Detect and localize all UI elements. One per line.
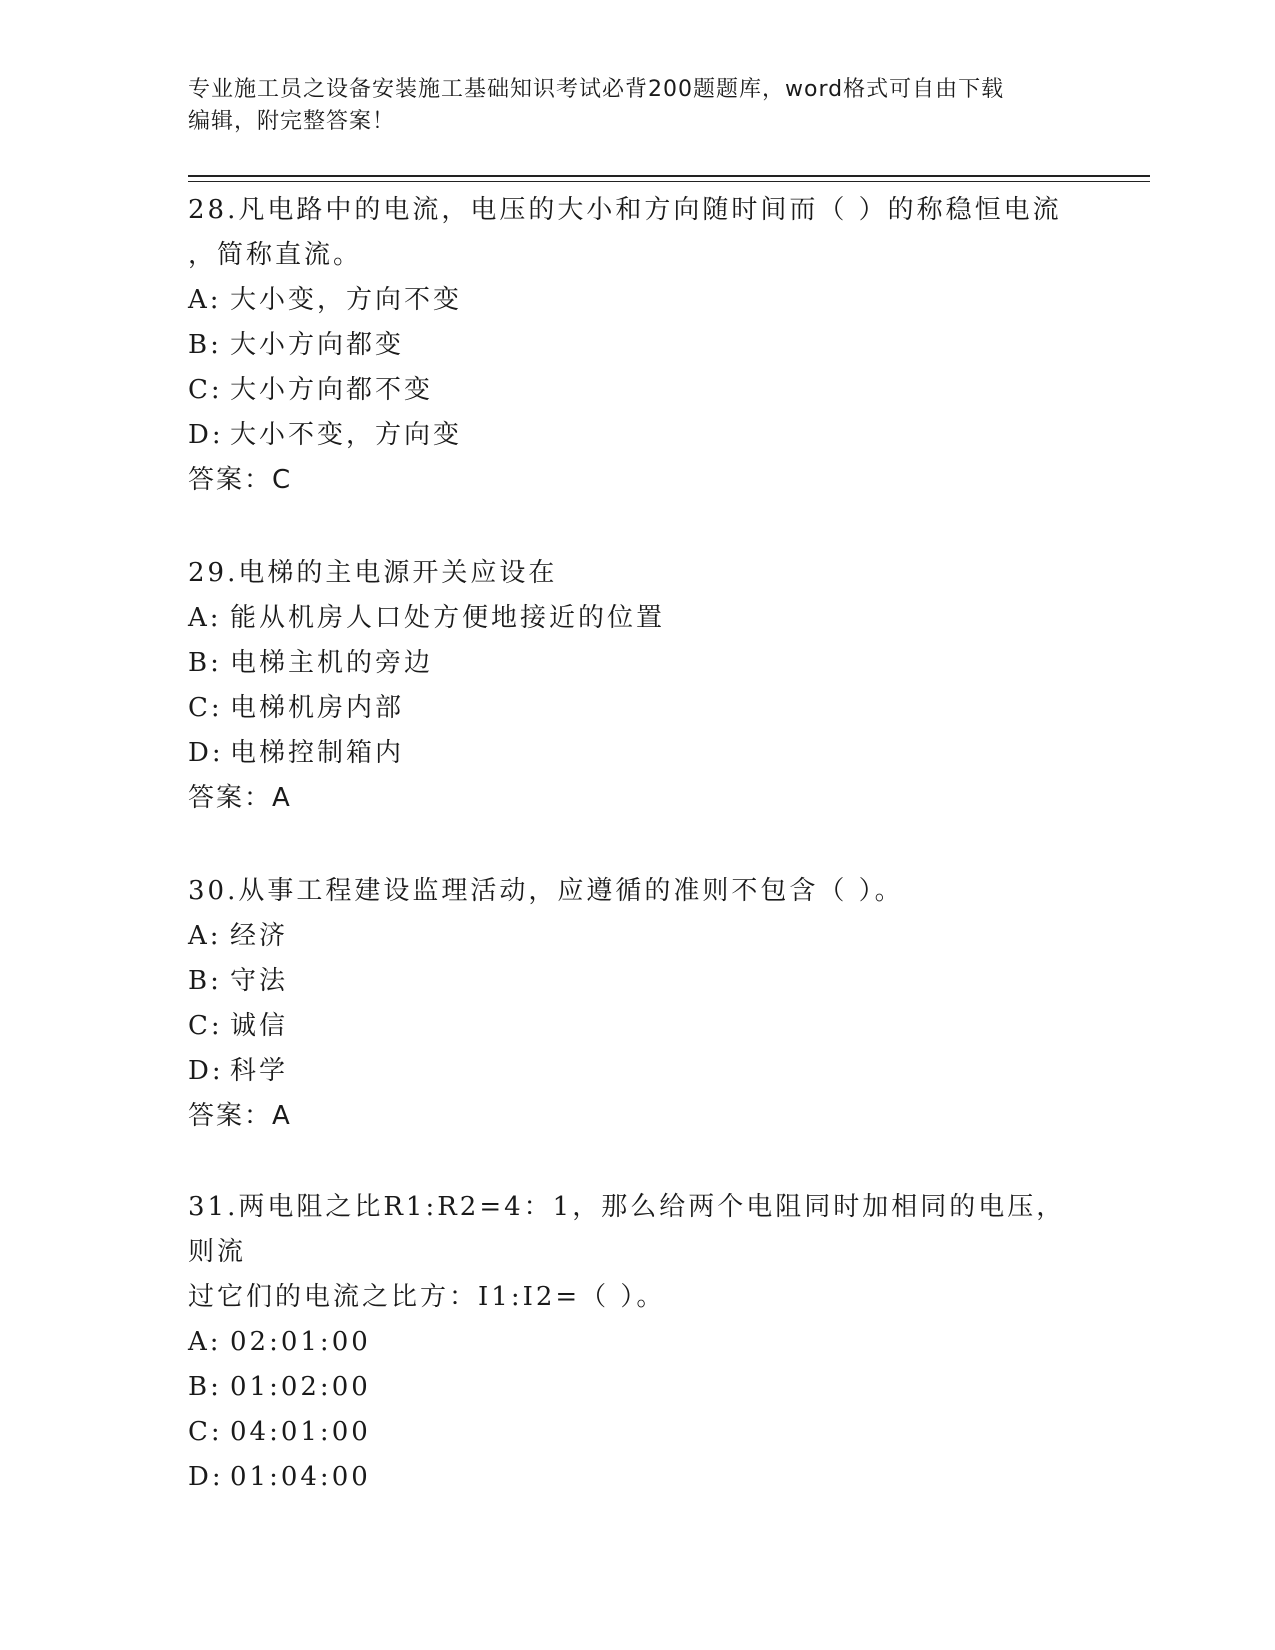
option-text: 守法 <box>230 966 289 996</box>
answer-value: C <box>272 465 293 495</box>
header-title-line-2: 编辑，附完整答案！ <box>188 109 396 134</box>
option-text: 电梯主机的旁边 <box>230 648 434 678</box>
answer-value: A <box>272 1101 292 1131</box>
option-b <box>188 323 1088 368</box>
header-divider-thick <box>188 175 1150 177</box>
option-text: 电梯控制箱内 <box>230 738 405 768</box>
option-text: 电梯机房内部 <box>230 693 405 723</box>
header-divider-thin <box>188 181 1150 182</box>
option-letter: C: <box>188 1417 223 1447</box>
option-letter: B: <box>188 966 222 996</box>
option-letter: A: <box>188 285 222 315</box>
option-a <box>188 1320 1088 1365</box>
document-header <box>188 74 1088 138</box>
option-letter: C: <box>188 1011 223 1041</box>
answer-line <box>188 458 1088 503</box>
option-c <box>188 686 1088 731</box>
answer-line <box>188 776 1088 821</box>
option-text: 01:04:00 <box>230 1462 371 1492</box>
option-letter: A: <box>188 921 222 951</box>
option-text: 能从机房人口处方便地接近的位置 <box>230 603 666 633</box>
option-text: 大小方向都变 <box>230 330 405 360</box>
question-stem-line-1: 30.从事工程建设监理活动，应遵循的准则不包含（ ）。 <box>188 876 904 906</box>
option-text: 04:01:00 <box>230 1417 371 1447</box>
option-text: 大小方向都不变 <box>230 375 434 405</box>
option-letter: D: <box>188 738 224 768</box>
option-letter: B: <box>188 330 222 360</box>
option-a <box>188 278 1088 323</box>
answer-value: A <box>272 783 292 813</box>
option-letter: D: <box>188 1462 224 1492</box>
option-c <box>188 1004 1088 1049</box>
option-a <box>188 914 1088 959</box>
question-stem-line-1: 29.电梯的主电源开关应设在 <box>188 558 558 588</box>
option-letter: C: <box>188 693 223 723</box>
option-d <box>188 731 1088 776</box>
option-text: 诚信 <box>230 1011 289 1041</box>
option-text: 大小不变，方向变 <box>230 420 463 450</box>
option-a <box>188 596 1088 641</box>
option-text: 科学 <box>230 1056 289 1086</box>
option-text: 01:02:00 <box>230 1372 371 1402</box>
option-letter: C: <box>188 375 223 405</box>
answer-line <box>188 1094 1088 1139</box>
option-letter: A: <box>188 1327 222 1357</box>
option-b <box>188 641 1088 686</box>
option-letter: B: <box>188 648 222 678</box>
option-text: 02:01:00 <box>230 1327 371 1357</box>
option-letter: A: <box>188 603 222 633</box>
answer-label: 答案： <box>188 465 273 495</box>
answer-label: 答案： <box>188 783 273 813</box>
answer-label: 答案： <box>188 1101 273 1131</box>
option-letter: D: <box>188 420 224 450</box>
header-title-line-1: 专业施工员之设备安装施工基础知识考试必背200题题库，word格式可自由下载 <box>188 77 1005 102</box>
option-text: 经济 <box>230 921 289 951</box>
option-b <box>188 1365 1088 1410</box>
question-stem-line-1: 31.两电阻之比R1:R2=4：1，那么给两个电阻同时加相同的电压，则流 <box>188 1192 1066 1267</box>
question-28 <box>188 188 1088 503</box>
option-text: 大小变，方向不变 <box>230 285 463 315</box>
option-c <box>188 368 1088 413</box>
option-c <box>188 1410 1088 1455</box>
option-d <box>188 1455 1088 1500</box>
question-stem-line-2: 过它们的电流之比方：I1:I2=（ ）。 <box>188 1282 666 1312</box>
question-stem-line-1: 28.凡电路中的电流，电压的大小和方向随时间而（ ）的称稳恒电流 <box>188 195 1062 225</box>
option-letter: D: <box>188 1056 224 1086</box>
question-29 <box>188 551 1088 821</box>
question-31 <box>188 1185 1088 1500</box>
question-30 <box>188 869 1088 1139</box>
question-stem-line-2: ，简称直流。 <box>188 240 363 270</box>
option-letter: B: <box>188 1372 222 1402</box>
option-d <box>188 413 1088 458</box>
option-d <box>188 1049 1088 1094</box>
option-b <box>188 959 1088 1004</box>
